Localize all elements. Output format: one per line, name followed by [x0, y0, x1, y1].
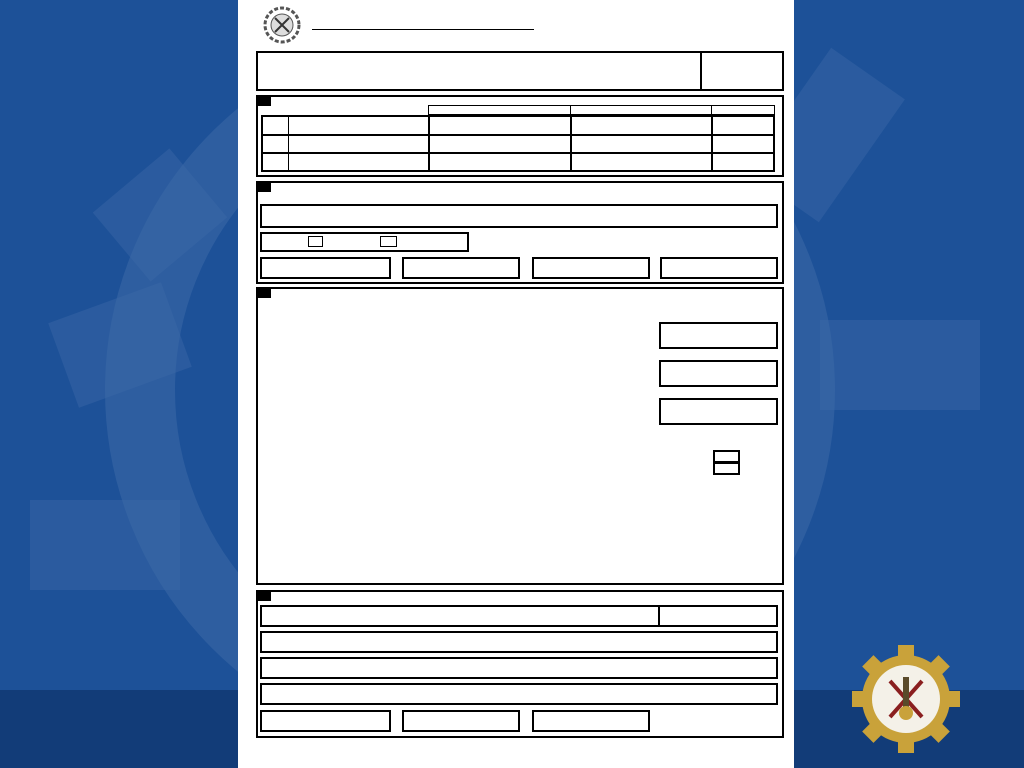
titular-region-field[interactable] — [260, 710, 391, 732]
title-box — [256, 51, 784, 91]
header-rule — [312, 29, 534, 30]
capacidad-actual-field[interactable] — [430, 117, 568, 133]
nombre-hoja-field[interactable] — [659, 398, 778, 425]
wgs-checkbox[interactable] — [713, 462, 740, 475]
ruc-field[interactable] — [658, 605, 778, 627]
region-field[interactable] — [260, 257, 391, 279]
clasificacion-box — [260, 232, 469, 252]
section4-number — [258, 592, 271, 601]
plant-name-input[interactable] — [260, 204, 778, 228]
ministry-seal-logo — [852, 645, 960, 753]
provincia-field[interactable] — [402, 257, 520, 279]
metalico-checkbox[interactable] — [308, 236, 323, 247]
ministry-emblem-icon — [260, 6, 304, 44]
capacidad-solicitada-field[interactable] — [572, 117, 709, 133]
title-divider — [700, 51, 702, 91]
zona-field[interactable] — [659, 360, 778, 387]
section1-number — [258, 97, 271, 106]
no-metalico-checkbox[interactable] — [380, 236, 397, 247]
section2-number — [258, 183, 271, 192]
distrito-field[interactable] — [532, 257, 650, 279]
paraje-field[interactable] — [660, 257, 778, 279]
titular-distrito-field[interactable] — [532, 710, 650, 732]
domicilio-field[interactable] — [260, 683, 778, 705]
nombre-titular-field[interactable] — [260, 605, 660, 627]
form-page — [238, 0, 794, 768]
titular-provincia-field[interactable] — [402, 710, 520, 732]
section3-number — [258, 289, 271, 298]
unidad-produccion-field[interactable] — [260, 631, 778, 653]
sunarp-field[interactable] — [260, 657, 778, 679]
hoja-ign-field[interactable] — [659, 322, 778, 349]
